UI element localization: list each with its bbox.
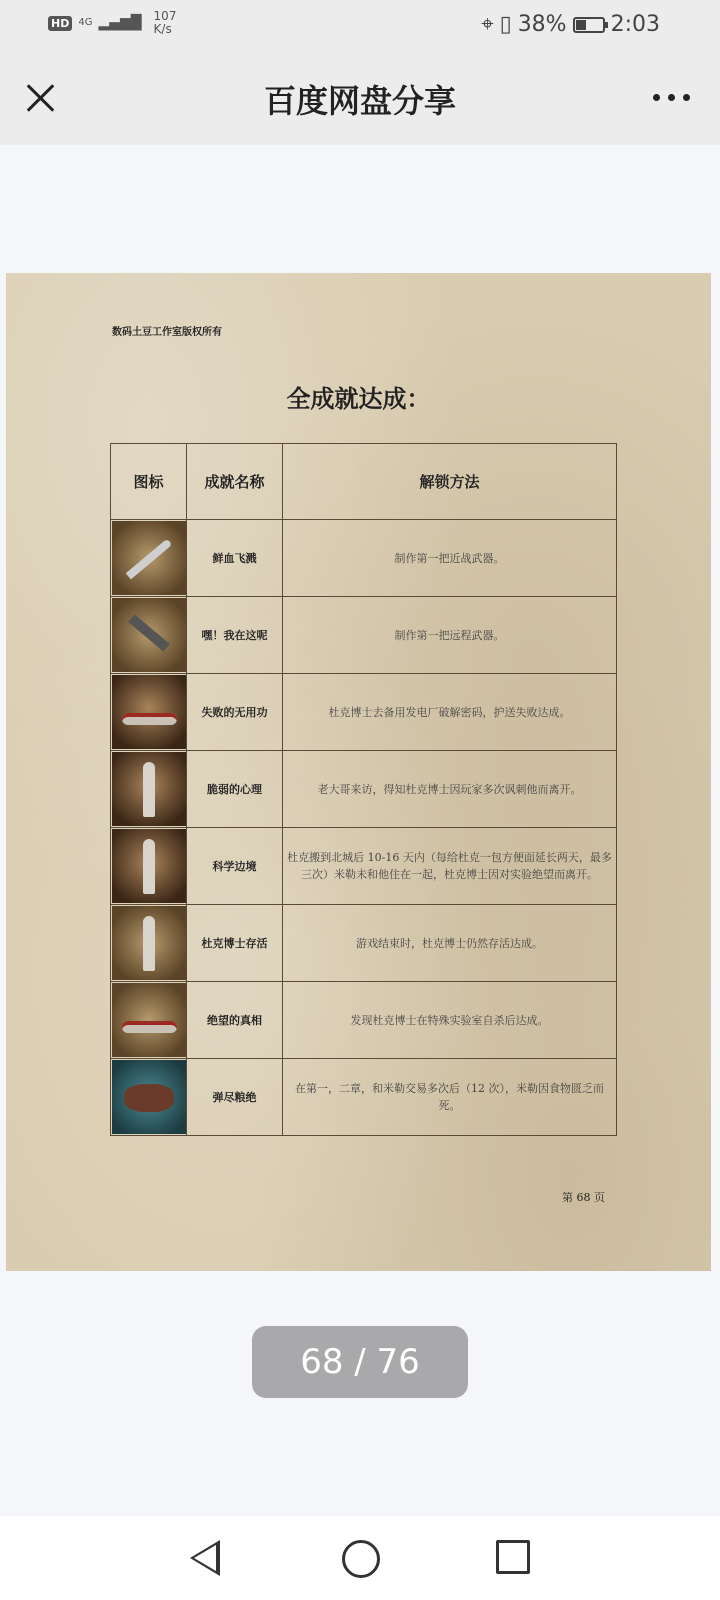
unlock-method: 制作第一把远程武器。: [283, 597, 617, 674]
icon-cell: [111, 520, 187, 597]
home-icon[interactable]: [342, 1540, 380, 1578]
more-options-icon[interactable]: [653, 94, 690, 101]
column-header: 解锁方法: [283, 444, 617, 520]
achievement-table: [110, 443, 617, 1136]
icon-cell: [111, 982, 187, 1059]
network-speed: [154, 10, 177, 36]
unlock-method: 老大哥来访，得知杜克博士因玩家多次讽刺他而离开。: [283, 751, 617, 828]
table-row: [111, 520, 617, 597]
icon-cell: [111, 597, 187, 674]
achievement-name: 科学边境: [187, 828, 283, 905]
table-row: [111, 982, 617, 1059]
achievement-name: 绝望的真相: [187, 982, 283, 1059]
page-number: 第 68 页: [562, 1191, 605, 1204]
column-header: 图标: [111, 444, 187, 520]
unlock-method: 杜克搬到北城后 10-16 天内（每给杜克一包方便面延长两天，最多三次）米勒未和他住在一起，杜克博士因对实验绝望而离开。: [283, 828, 617, 905]
table-row: [111, 597, 617, 674]
document-heading: 全成就达成：: [286, 384, 431, 413]
battery-icon: [573, 17, 605, 33]
back-icon[interactable]: [190, 1540, 220, 1576]
unlock-method: 杜克博士去备用发电厂破解密码，护送失败达成。: [283, 674, 617, 751]
system-nav-bar: [0, 1516, 720, 1600]
unlock-method: 发现杜克博士在特殊实验室自杀后达成。: [283, 982, 617, 1059]
unlock-method: 游戏结束时，杜克博士仍然存活达成。: [283, 905, 617, 982]
standing-doctor-icon: [112, 752, 186, 826]
table-row: [111, 828, 617, 905]
battery-percent: 38%: [517, 12, 567, 37]
speed-value: 107: [153, 9, 177, 23]
icon-cell: [111, 828, 187, 905]
status-left: [48, 10, 176, 36]
table-row: [111, 905, 617, 982]
unlock-method: 在第一，二章，和米勒交易多次后（12 次），米勒因食物匮乏而死。: [283, 1059, 617, 1136]
hd-badge: HD: [48, 16, 72, 31]
page-indicator: 68 / 76: [252, 1326, 468, 1398]
icon-cell: [111, 1059, 187, 1136]
copyright-text: 数码土豆工作室版权所有: [112, 327, 222, 338]
location-icon: ⌖: [481, 12, 494, 37]
lying-doctor-icon: [112, 675, 186, 749]
icon-cell: [111, 905, 187, 982]
status-bar: [0, 0, 720, 50]
table-row: [111, 674, 617, 751]
recent-apps-icon[interactable]: [496, 1540, 530, 1574]
table-row: [111, 751, 617, 828]
icon-cell: [111, 751, 187, 828]
doctor-alive-icon: [112, 906, 186, 980]
walking-doctor-icon: [112, 829, 186, 903]
column-header: 成就名称: [187, 444, 283, 520]
achievement-name: 杜克博士存活: [187, 905, 283, 982]
document-page[interactable]: [6, 273, 711, 1271]
achievement-name: 脆弱的心理: [187, 751, 283, 828]
vibrate-icon: ▯: [499, 12, 512, 37]
signal-icon: ▂▄▆█: [98, 15, 142, 31]
achievement-name: 失败的无用功: [187, 674, 283, 751]
speed-unit: K/s: [153, 22, 172, 36]
dead-doctor-icon: [112, 983, 186, 1057]
revolver-icon: [112, 598, 186, 672]
achievement-name: 弹尽粮绝: [187, 1059, 283, 1136]
table-header-row: [111, 444, 617, 520]
icon-cell: [111, 674, 187, 751]
table-row: [111, 1059, 617, 1136]
page-title: 百度网盘分享: [263, 82, 456, 120]
unlock-method: 制作第一把近战武器。: [283, 520, 617, 597]
battery-fill: [576, 20, 587, 30]
achievement-name: 鲜血飞溅: [187, 520, 283, 597]
achievement-name: 嘿！我在这呢: [187, 597, 283, 674]
status-right: [481, 12, 660, 37]
knife-icon: [112, 521, 186, 595]
network-label: 4G: [78, 17, 93, 28]
starved-icon: [112, 1060, 186, 1134]
clock: 2:03: [610, 12, 660, 37]
app-header: [0, 50, 720, 145]
